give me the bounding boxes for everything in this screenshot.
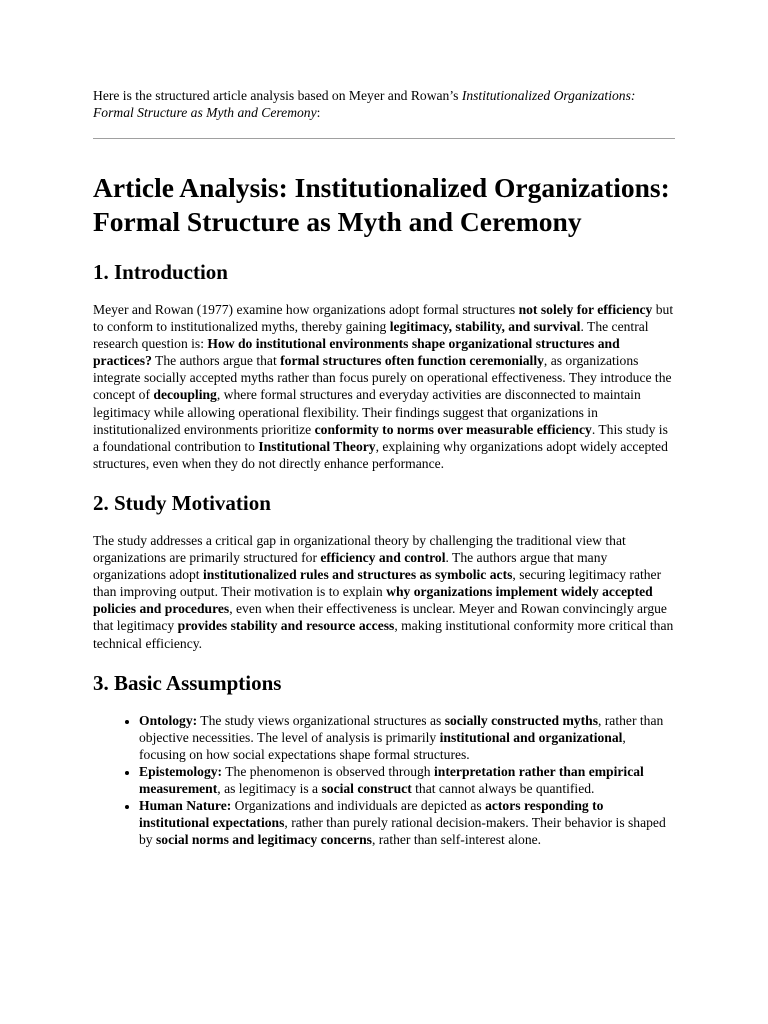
intro-note	[93, 87, 675, 121]
section-heading-motivation: 2. Study Motivation	[93, 490, 271, 515]
horizontal-divider	[93, 138, 675, 139]
motivation-paragraph: The study addresses a critical gap in organizational theory by challenging the traditional view that organizations are primarily structured for efficiency and control. The authors argue that many organizations adopt institutionalized rules and structures as symbolic acts, securing legitimacy rather than improving output. Their motivation is to explain why organizations implement widely accepted policies and procedures, even when their effectiveness is unclear. Meyer and Rowan convincingly argue that legitimacy provides stability and resource access, making institutional conformity more critical than technical efficiency.	[93, 532, 674, 651]
intro-note-title: Institutionalized Organizations: Formal Structure as Myth and Ceremony	[93, 88, 636, 120]
assumptions-list	[93, 712, 675, 849]
introduction-paragraph: Meyer and Rowan (1977) examine how organizations adopt formal structures not solely for efficiency but to conform to institutionalized myths, thereby gaining legitimacy, stability, and survival. The central research question is: How do institutional environments shape organizational structures and practices? The authors argue that formal structures often function ceremonially, as organizations integrate socially accepted myths rather than focus purely on operational effectiveness. They introduce the concept of decoupling, where formal structures and everyday activities are disconnected to maintain legitimacy while allowing operational flexibility. Their findings suggest that organizations in institutionalized environments prioritize conformity to norms over measurable efficiency. This study is a foundational contribution to Institutional Theory, explaining why organizations adopt widely accepted structures, even when they do not directly enhance performance.	[93, 302, 674, 471]
article-title: Article Analysis: Institutionalized Organizations: Formal Structure as Myth and Ceremony	[93, 172, 670, 237]
intro-note-suffix: :	[316, 105, 321, 120]
section-heading-introduction: 1. Introduction	[93, 260, 228, 284]
list-item-epistemology: • Epistemology: The phenomenon is observed through interpretation rather than empirical measurement, as legitimacy is a social construct that cannot always be quantified.	[139, 763, 675, 797]
intro-note-prefix: Here is the structured article analysis based on Meyer and Rowan’s	[93, 88, 462, 103]
section-heading-assumptions: 3. Basic Assumptions	[93, 670, 282, 695]
list-item-human-nature: • Human Nature: Organizations and individuals are depicted as actors responding to institutional expectations, rather than purely rational decision-makers. Their behavior is shaped by social norms and legitimacy concerns, rather than self-interest alone.	[139, 797, 675, 848]
document-content	[93, 87, 675, 848]
list-item-ontology: • Ontology: The study views organizational structures as socially constructed myths, rather than objective necessities. The level of analysis is primarily institutional and organizational, focusing on how social expectations shape formal structures.	[139, 712, 675, 763]
